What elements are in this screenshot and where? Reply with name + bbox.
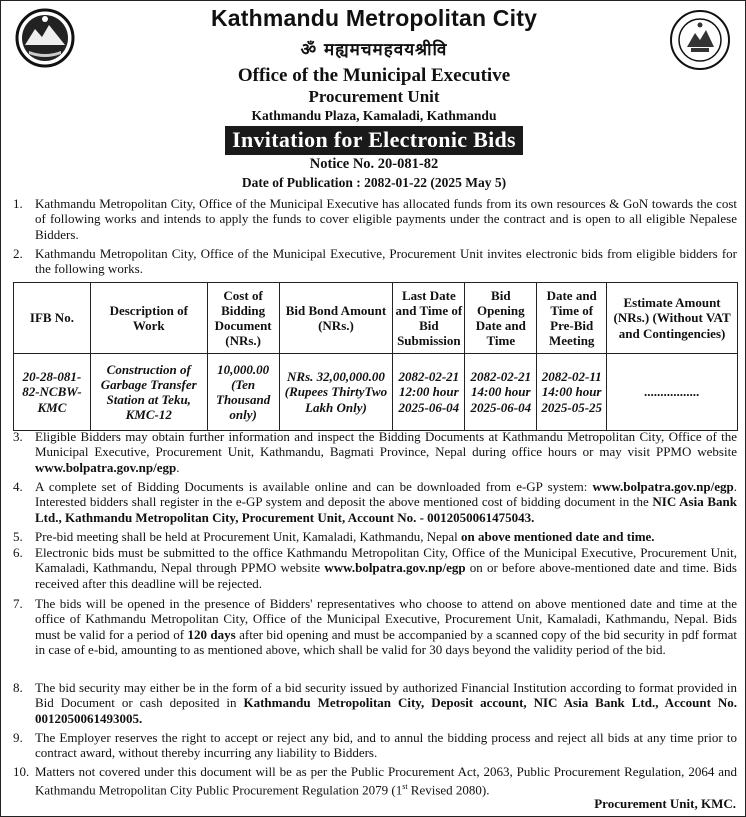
paragraph-7 — [13, 596, 737, 658]
devanagari-title: ॐ मह्यमचमहवयश्रीवि — [300, 40, 448, 60]
paragraph-2 — [13, 246, 737, 277]
paragraph-number: 10. — [13, 764, 30, 779]
paragraph-10 — [13, 764, 737, 798]
paragraph-number: 4. — [13, 479, 23, 494]
paragraph-number: 6. — [13, 545, 23, 560]
table-cell: 2082-02-21 14:00 hour 2025-06-04 — [465, 354, 537, 431]
unit-title: Procurement Unit — [308, 87, 440, 106]
paragraph-text: The bid security may either be in the form of a bid security issued by authorized Financial Institution according to format provided in Bid Document or cash deposited in Kathmandu Metropolitan City, Deposit account, NIC Asia Bank Ltd., Account No. 0012050061493005. — [35, 680, 737, 726]
paragraph-1 — [13, 196, 737, 242]
website-link[interactable]: www.bolpatra.gov.np/egp — [592, 479, 734, 494]
bank-account: NIC Asia Bank Ltd., Kathmandu Metropolitan City, Procurement Unit, Account No. - 0012050061475043. — [35, 494, 737, 525]
paragraph-9 — [13, 730, 737, 761]
paragraph-text: Electronic bids must be submitted to the office Kathmandu Metropolitan City, Office of the Municipal Executive, Procurement Unit, Kamaladi, Kathmandu, Nepal through PPMO website www.bolpatra.gov.np/egp on or before above-mentioned date and time. Bids received after this deadline will be rejected. — [35, 545, 737, 591]
bid-table — [13, 282, 738, 431]
table-header: Date and Time of Pre-Bid Meeting — [537, 283, 607, 354]
paragraph-number: 5. — [13, 529, 23, 544]
paragraph-text: A complete set of Bidding Documents is available online and can be downloaded from e-GP system: www.bolpatra.gov.np/egp. Interested bidders shall register in the e-GP system and deposit the above mentioned cost of bidding document in the NIC Asia Bank Ltd., Kathmandu Metropolitan City, Procurement Unit, Account No. - 0012050061475043. — [35, 479, 737, 525]
paragraph-number: 9. — [13, 730, 23, 745]
paragraph-number: 8. — [13, 680, 23, 695]
table-header: IFB No. — [14, 283, 91, 354]
banner-row — [1, 126, 746, 155]
table-cell: 10,000.00 (Ten Thousand only) — [207, 354, 279, 431]
table-cell: 2082-02-11 14:00 hour 2025-05-25 — [537, 354, 607, 431]
paragraph-6 — [13, 545, 737, 591]
table-cell: 2082-02-21 12:00 hour 2025-06-04 — [393, 354, 465, 431]
signature: Procurement Unit, KMC. — [594, 796, 736, 811]
paragraph-number: 2. — [13, 246, 23, 261]
office-title: Office of the Municipal Executive — [237, 65, 511, 86]
table-header: Estimate Amount (NRs.) (Without VAT and Contingencies) — [607, 283, 738, 354]
paragraph-5 — [13, 529, 737, 544]
table-header: Last Date and Time of Bid Submission — [393, 283, 465, 354]
paragraph-text: The bids will be opened in the presence of Bidders' representatives who choose to attend on above mentioned date and time at the office of Kathmandu Metropolitan City, Office of the Municipal Executive, Procurement Unit, Kamaladi, Kathmandu, Nepal. Bids must be valid for a period of 120 days after bid opening and must be accompanied by a scanned copy of the bid security in pdf format in case of e-bid, amounting to as mentioned above, which shall be valid for 30 days beyond the validity period of the bid. — [35, 596, 737, 658]
city-title: Kathmandu Metropolitan City — [210, 5, 538, 31]
paragraph-number: 1. — [13, 196, 23, 211]
table-header: Description of Work — [90, 283, 207, 354]
deposit-account: Kathmandu Metropolitan City, Deposit account, NIC Asia Bank Ltd., Account No. 0012050061493005. — [35, 695, 737, 726]
table-cell: NRs. 32,00,000.00 (Rupees ThirtyTwo Lakh Only) — [279, 354, 393, 431]
table-cell: 20-28-081-82-NCBW-KMC — [14, 354, 91, 431]
paragraph-3 — [13, 429, 737, 475]
paragraph-text: Eligible Bidders may obtain further information and inspect the Bidding Documents at Kathmandu Metropolitan City, Office of the Municipal Executive, Procurement Unit, Kathmandu, Bagmati Province, Nepal during office hours or may visit PPMO website www.bolpatra.gov.np/egp. — [35, 429, 737, 475]
table-header: Cost of Bidding Document (NRs.) — [207, 283, 279, 354]
table-cell: ................. — [607, 354, 738, 431]
notice-banner: Invitation for Electronic Bids — [225, 126, 523, 155]
notice-number: Notice No. 20-081-82 — [309, 156, 439, 172]
paragraph-number: 3. — [13, 429, 23, 444]
table-header-row — [14, 283, 738, 354]
paragraph-4 — [13, 479, 737, 525]
paragraph-text: Pre-bid meeting shall be held at Procurement Unit, Kamaladi, Kathmandu, Nepal on above mentioned date and time. — [35, 529, 655, 544]
paragraph-text: Kathmandu Metropolitan City, Office of the Municipal Executive, Procurement Unit invites electronic bids from eligible bidders for the following works. — [35, 246, 737, 277]
paragraph-number: 7. — [13, 596, 23, 611]
website-link[interactable]: www.bolpatra.gov.np/egp — [324, 560, 466, 576]
paragraph-8 — [13, 680, 737, 726]
paragraph-text: Matters not covered under this document will be as per the Public Procurement Act, 2063, Public Procurement Regulation, 2064 and Kathmandu Metropolitan City Public Procurement Regulation 2079 (1st Revised 2080). — [35, 764, 737, 798]
table-header: Bid Bond Amount (NRs.) — [279, 283, 393, 354]
table-cell: Construction of Garbage Transfer Station at Teku, KMC-12 — [90, 354, 207, 431]
paragraph-text: Kathmandu Metropolitan City, Office of the Municipal Executive has allocated funds from its own resources & GoN towards the cost of following works and intends to apply the funds to cover eligible payments under the contract and is open to all eligible Nepalese Bidders. — [35, 196, 737, 242]
address: Kathmandu Plaza, Kamaladi, Kathmandu — [251, 108, 497, 123]
table-header: Bid Opening Date and Time — [465, 283, 537, 354]
table-row — [14, 354, 738, 431]
publication-date: Date of Publication : 2082-01-22 (2025 May 5) — [241, 175, 507, 190]
website-link[interactable]: www.bolpatra.gov.np/egp — [35, 459, 177, 475]
paragraph-text: The Employer reserves the right to accept or reject any bid, and to annul the bidding process and reject all bids at any time prior to contract award, without thereby incurring any liability to Bidders. — [35, 730, 737, 761]
